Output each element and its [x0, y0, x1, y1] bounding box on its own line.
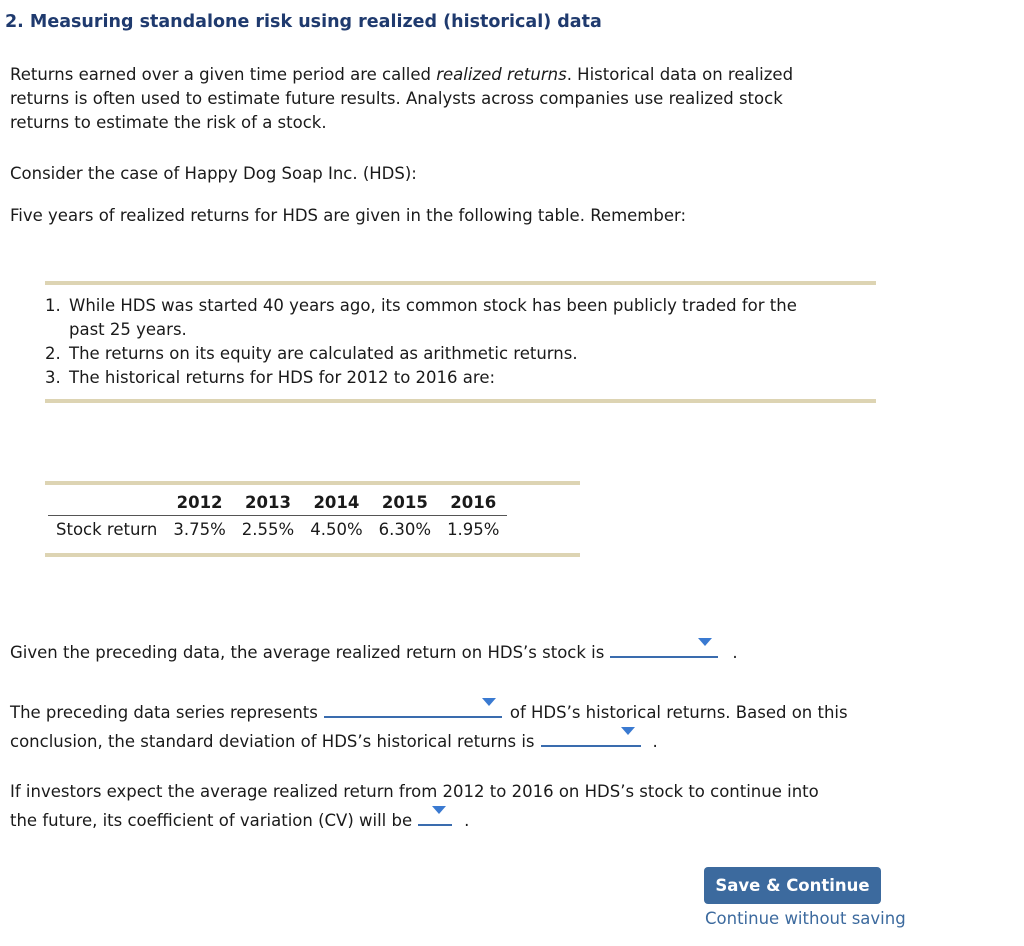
question-2-text-c: conclusion, the standard deviation of HDS’s historical returns is [10, 732, 535, 751]
question-1-end: . [732, 643, 738, 662]
page-title: 2. Measuring standalone risk using realized (historical) data [5, 12, 602, 32]
table-header-year: 2015 [381, 493, 428, 512]
chevron-down-icon [432, 806, 446, 814]
remember-text: Five years of realized returns for HDS are given in the following table. Remember: [10, 206, 687, 225]
intro-paragraph [10, 63, 793, 135]
table-cell: 1.95% [447, 520, 500, 539]
chevron-down-icon [698, 638, 712, 646]
question-3-end: . [464, 811, 470, 830]
returns-table [48, 493, 507, 539]
list-item [45, 342, 889, 366]
case-text: Consider the case of Happy Dog Soap Inc. (HDS): [10, 164, 417, 183]
question-3-text-2: the future, its coefficient of variation (CV) will be [10, 811, 413, 830]
list-item [45, 366, 889, 390]
intro-text-1: Returns earned over a given time period are called [10, 65, 437, 84]
list-item-number: 3. [45, 368, 61, 387]
chevron-down-icon [621, 727, 635, 735]
question-3-text-1: If investors expect the average realized return from 2012 to 2016 on HDS’s stock to continue into [10, 782, 819, 801]
save-continue-button[interactable]: Save & Continue [704, 867, 881, 904]
question-1-text: Given the preceding data, the average realized return on HDS’s stock is [10, 643, 605, 662]
table-row [48, 516, 507, 540]
intro-emphasis: realized returns [436, 65, 567, 84]
chevron-down-icon [482, 698, 496, 706]
table-row-label: Stock return [56, 520, 158, 539]
question-3 [10, 780, 819, 833]
intro-text-2: . Historical data on realized [566, 65, 794, 84]
list-top-rule [45, 281, 876, 285]
table-bottom-rule [45, 553, 580, 557]
table-cell: 3.75% [173, 520, 226, 539]
question-1 [10, 636, 738, 665]
table-header-year: 2014 [313, 493, 360, 512]
table-cell: 2.55% [241, 520, 295, 539]
remember-list [45, 294, 889, 390]
list-item-text: The returns on its equity are calculated as arithmetic returns. [69, 344, 578, 363]
list-item [45, 294, 889, 342]
table-header-year: 2012 [176, 493, 223, 512]
list-item-number: 1. [45, 296, 61, 315]
table-header-empty [48, 493, 165, 516]
list-item-text: While HDS was started 40 years ago, its common stock has been publicly traded for the [69, 296, 797, 315]
table-header-year: 2013 [245, 493, 291, 512]
table-cell: 4.50% [310, 520, 363, 539]
table-header-year: 2016 [450, 493, 497, 512]
question-2-text-a: The preceding data series represents [10, 703, 318, 722]
cv-dropdown[interactable] [418, 804, 452, 826]
question-2-text-b: of HDS’s historical returns. Based on this [509, 703, 848, 722]
list-bottom-rule [45, 399, 876, 403]
question-2-end: . [652, 732, 658, 751]
intro-text-4: returns to estimate the risk of a stock. [10, 113, 327, 132]
continue-without-saving-link[interactable]: Continue without saving [705, 909, 906, 928]
list-item-text-cont: past 25 years. [69, 320, 187, 339]
std-dev-dropdown[interactable] [541, 725, 641, 747]
question-2 [10, 696, 848, 754]
table-cell: 6.30% [378, 520, 432, 539]
list-item-number: 2. [45, 344, 61, 363]
average-return-dropdown[interactable] [610, 636, 718, 658]
list-item-text: The historical returns for HDS for 2012 to 2016 are: [69, 368, 496, 387]
data-series-dropdown[interactable] [324, 696, 502, 718]
intro-text-3: returns is often used to estimate future results. Analysts across companies use realized stock [10, 89, 783, 108]
table-top-rule [45, 481, 580, 485]
table-header-row [48, 493, 507, 516]
